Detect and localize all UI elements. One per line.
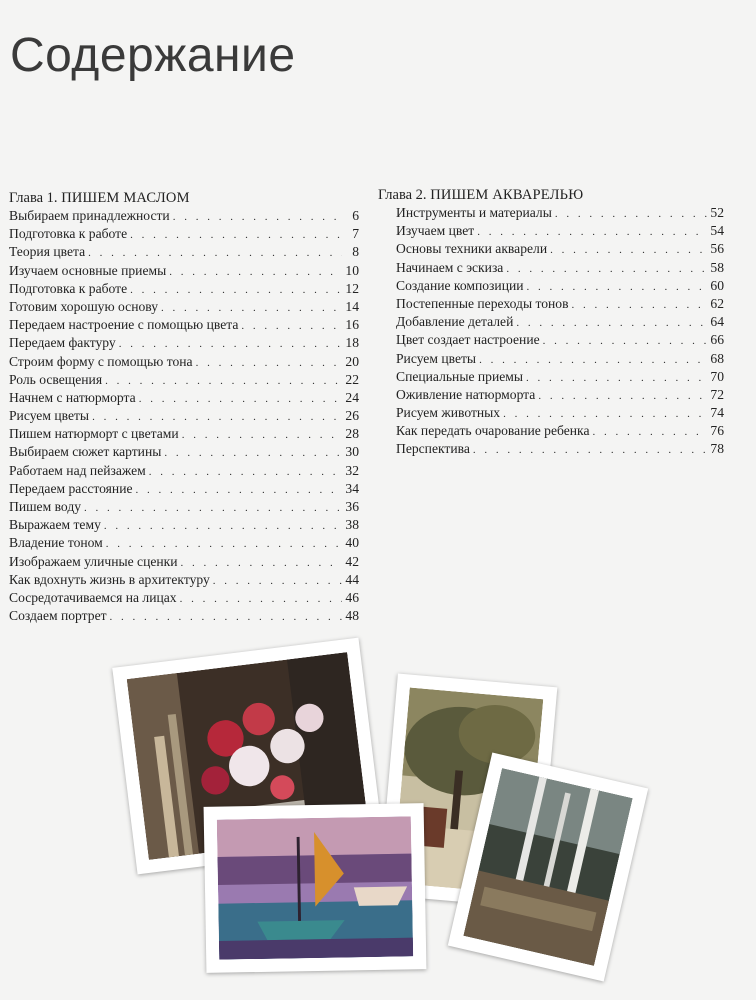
toc-entry xyxy=(9,316,359,334)
toc-entry-page: 72 xyxy=(710,386,724,402)
toc-entry-title: Как вдохнуть жизнь в архитектуру xyxy=(9,571,210,587)
toc-entry-title: Изучаем основные приемы xyxy=(9,262,167,278)
toc-entry xyxy=(9,571,359,589)
dot-leader xyxy=(104,517,342,535)
toc-entry-page: 56 xyxy=(710,241,724,257)
toc-entry-page: 26 xyxy=(345,408,359,424)
toc-entry-title: Передаем расстояние xyxy=(9,480,133,496)
toc-entry-title: Владение тоном xyxy=(9,535,103,551)
toc-entry-title: Рисуем цветы xyxy=(9,408,90,424)
toc-list xyxy=(378,204,724,459)
toc-entry-page: 74 xyxy=(710,405,724,421)
toc-entry xyxy=(9,553,359,571)
toc-entry xyxy=(378,313,724,331)
toc-entry xyxy=(9,371,359,389)
toc-entry xyxy=(378,259,724,277)
toc-entry-title: Роль освещения xyxy=(9,371,103,387)
chapter-name: ПИШЕМ МАСЛОМ xyxy=(61,190,190,206)
toc-entry xyxy=(9,334,359,352)
toc-entry xyxy=(9,443,359,461)
toc-entry xyxy=(378,222,724,240)
toc-entry-page: 10 xyxy=(345,262,359,278)
dot-leader xyxy=(169,263,342,281)
toc-entry-title: Строим форму с помощью тона xyxy=(9,353,193,369)
toc-entry-title: Оживление натюрморта xyxy=(396,386,536,402)
dot-leader xyxy=(477,223,707,241)
dot-leader xyxy=(538,387,707,405)
toc-entry-page: 52 xyxy=(710,205,724,220)
toc-entry-page: 7 xyxy=(352,226,359,242)
toc-entry-title: Работаем над пейзажем xyxy=(9,462,146,478)
dot-leader xyxy=(479,351,707,369)
toc-entry-title: Перспектива xyxy=(396,441,470,457)
dot-leader xyxy=(119,335,342,353)
toc-entry xyxy=(9,480,359,498)
toc-entry xyxy=(9,243,359,261)
dot-leader xyxy=(503,405,707,423)
dot-leader xyxy=(543,332,707,350)
dot-leader xyxy=(173,208,342,226)
toc-entry xyxy=(378,277,724,295)
toc-column-chapter1 xyxy=(9,189,359,625)
dot-leader xyxy=(106,535,342,553)
toc-entry xyxy=(9,498,359,516)
toc-entry xyxy=(9,462,359,480)
toc-entry-page: 14 xyxy=(345,298,359,314)
boats-painting-photo xyxy=(204,803,427,973)
toc-entry xyxy=(378,404,724,422)
dot-leader xyxy=(527,278,707,296)
toc-entry-title: Передаем фактуру xyxy=(9,335,116,351)
toc-entry-title: Рисуем цветы xyxy=(396,350,477,366)
toc-entry-title: Специальные приемы xyxy=(396,368,524,384)
toc-entry-page: 64 xyxy=(710,314,724,330)
toc-entry-title: Как передать очарование ребенка xyxy=(396,423,590,439)
toc-entry xyxy=(378,422,724,440)
toc-entry-page: 48 xyxy=(345,608,359,624)
toc-entry-page: 38 xyxy=(345,517,359,533)
toc-entry-title: Основы техники акварели xyxy=(396,241,548,257)
toc-entry-page: 66 xyxy=(710,332,724,348)
toc-entry-title: Создаем портрет xyxy=(9,608,107,624)
toc-entry-page: 60 xyxy=(710,277,724,293)
toc-entry xyxy=(9,262,359,280)
toc-entry xyxy=(378,240,724,258)
dot-leader xyxy=(130,281,342,299)
boats-painting xyxy=(217,816,413,959)
toc-entry xyxy=(9,534,359,552)
dot-leader xyxy=(161,299,342,317)
toc-column-chapter2 xyxy=(378,186,724,459)
toc-entry-title: Пишем натюрморт с цветами xyxy=(9,426,179,442)
toc-entry-title: Постепенные переходы тонов xyxy=(396,295,569,311)
toc-entry xyxy=(9,516,359,534)
toc-entry xyxy=(9,607,359,625)
toc-entry-page: 24 xyxy=(345,389,359,405)
toc-entry xyxy=(378,204,724,222)
toc-entry-page: 62 xyxy=(710,295,724,311)
toc-entry xyxy=(378,331,724,349)
toc-entry xyxy=(9,425,359,443)
toc-entry-page: 22 xyxy=(345,371,359,387)
chapter-heading xyxy=(9,189,359,207)
toc-entry-title: Инструменты и материалы xyxy=(396,205,552,220)
dot-leader xyxy=(180,590,342,608)
toc-entry-title: Пишем воду xyxy=(9,499,82,514)
page-title: Содержание xyxy=(10,29,296,82)
dot-leader xyxy=(130,226,342,244)
toc-entry-page: 18 xyxy=(345,335,359,351)
dot-leader xyxy=(136,481,342,499)
toc-entry xyxy=(9,298,359,316)
toc-entry-page: 36 xyxy=(345,499,359,514)
chapter-prefix: Глава 2. xyxy=(378,187,427,203)
toc-entry-title: Начнем с натюрморта xyxy=(9,389,136,405)
toc-entry-title: Добавление деталей xyxy=(396,314,514,330)
toc-entry-page: 70 xyxy=(710,368,724,384)
toc-entry-page: 40 xyxy=(345,535,359,551)
toc-entry xyxy=(378,295,724,313)
toc-entry-title: Изображаем уличные сценки xyxy=(9,553,178,569)
dot-leader xyxy=(550,241,707,259)
toc-entry-page: 8 xyxy=(352,244,359,260)
toc-entry-title: Передаем настроение с помощью цвета xyxy=(9,317,239,333)
dot-leader xyxy=(88,244,342,262)
dot-leader xyxy=(164,444,342,462)
dot-leader xyxy=(84,499,342,517)
toc-entry-page: 44 xyxy=(345,571,359,587)
chapter-prefix: Глава 1. xyxy=(9,190,58,206)
toc-entry-title: Изучаем цвет xyxy=(396,223,475,239)
toc-entry-title: Начинаем с эскиза xyxy=(396,259,504,275)
dot-leader xyxy=(516,314,707,332)
toc-list xyxy=(9,207,359,625)
toc-entry-title: Создание композиции xyxy=(396,277,524,293)
dot-leader xyxy=(555,205,707,223)
dot-leader xyxy=(241,317,342,335)
toc-entry-title: Выбираем сюжет картины xyxy=(9,444,162,460)
chapter-name: ПИШЕМ АКВАРЕЛЬЮ xyxy=(430,187,584,203)
toc-entry-page: 12 xyxy=(345,280,359,296)
toc-entry-title: Подготовка к работе xyxy=(9,280,128,296)
toc-entry-page: 20 xyxy=(345,353,359,369)
dot-leader xyxy=(213,572,342,590)
toc-entry-page: 54 xyxy=(710,223,724,239)
toc-entry-title: Выражаем тему xyxy=(9,517,101,533)
toc-entry-page: 46 xyxy=(345,589,359,605)
toc-entry-page: 6 xyxy=(352,208,359,223)
toc-entry xyxy=(9,353,359,371)
toc-entry-title: Готовим хорошую основу xyxy=(9,298,159,314)
toc-entry-page: 34 xyxy=(345,480,359,496)
toc-entry-page: 28 xyxy=(345,426,359,442)
dot-leader xyxy=(105,372,342,390)
toc-entry-page: 58 xyxy=(710,259,724,275)
toc-entry-page: 30 xyxy=(345,444,359,460)
toc-entry-title: Выбираем принадлежности xyxy=(9,208,170,223)
dot-leader xyxy=(182,426,342,444)
toc-entry xyxy=(9,207,359,225)
dot-leader xyxy=(526,369,707,387)
toc-entry xyxy=(9,389,359,407)
dot-leader xyxy=(572,296,707,314)
toc-entry-page: 76 xyxy=(710,423,724,439)
dot-leader xyxy=(473,441,707,459)
toc-entry-page: 78 xyxy=(710,441,724,457)
dot-leader xyxy=(110,608,342,626)
toc-entry xyxy=(9,225,359,243)
dot-leader xyxy=(181,554,342,572)
toc-entry xyxy=(9,589,359,607)
toc-entry-page: 32 xyxy=(345,462,359,478)
toc-entry xyxy=(9,280,359,298)
dot-leader xyxy=(593,423,708,441)
birch-painting xyxy=(463,768,632,966)
toc-entry xyxy=(9,407,359,425)
toc-entry-page: 42 xyxy=(345,553,359,569)
toc-entry xyxy=(378,386,724,404)
toc-entry xyxy=(378,368,724,386)
toc-entry-title: Сосредотачиваемся на лицах xyxy=(9,589,177,605)
toc-entry-title: Рисуем животных xyxy=(396,405,501,421)
dot-leader xyxy=(149,463,342,481)
toc-entry-title: Цвет создает настроение xyxy=(396,332,540,348)
dot-leader xyxy=(139,390,342,408)
toc-entry-title: Подготовка к работе xyxy=(9,226,128,242)
dot-leader xyxy=(92,408,342,426)
chapter-heading xyxy=(378,186,724,204)
toc-entry-page: 16 xyxy=(345,317,359,333)
dot-leader xyxy=(506,260,707,278)
toc-entry xyxy=(378,350,724,368)
toc-entry-page: 68 xyxy=(710,350,724,366)
toc-entry-title: Теория цвета xyxy=(9,244,86,260)
toc-entry xyxy=(378,440,724,458)
dot-leader xyxy=(196,354,342,372)
